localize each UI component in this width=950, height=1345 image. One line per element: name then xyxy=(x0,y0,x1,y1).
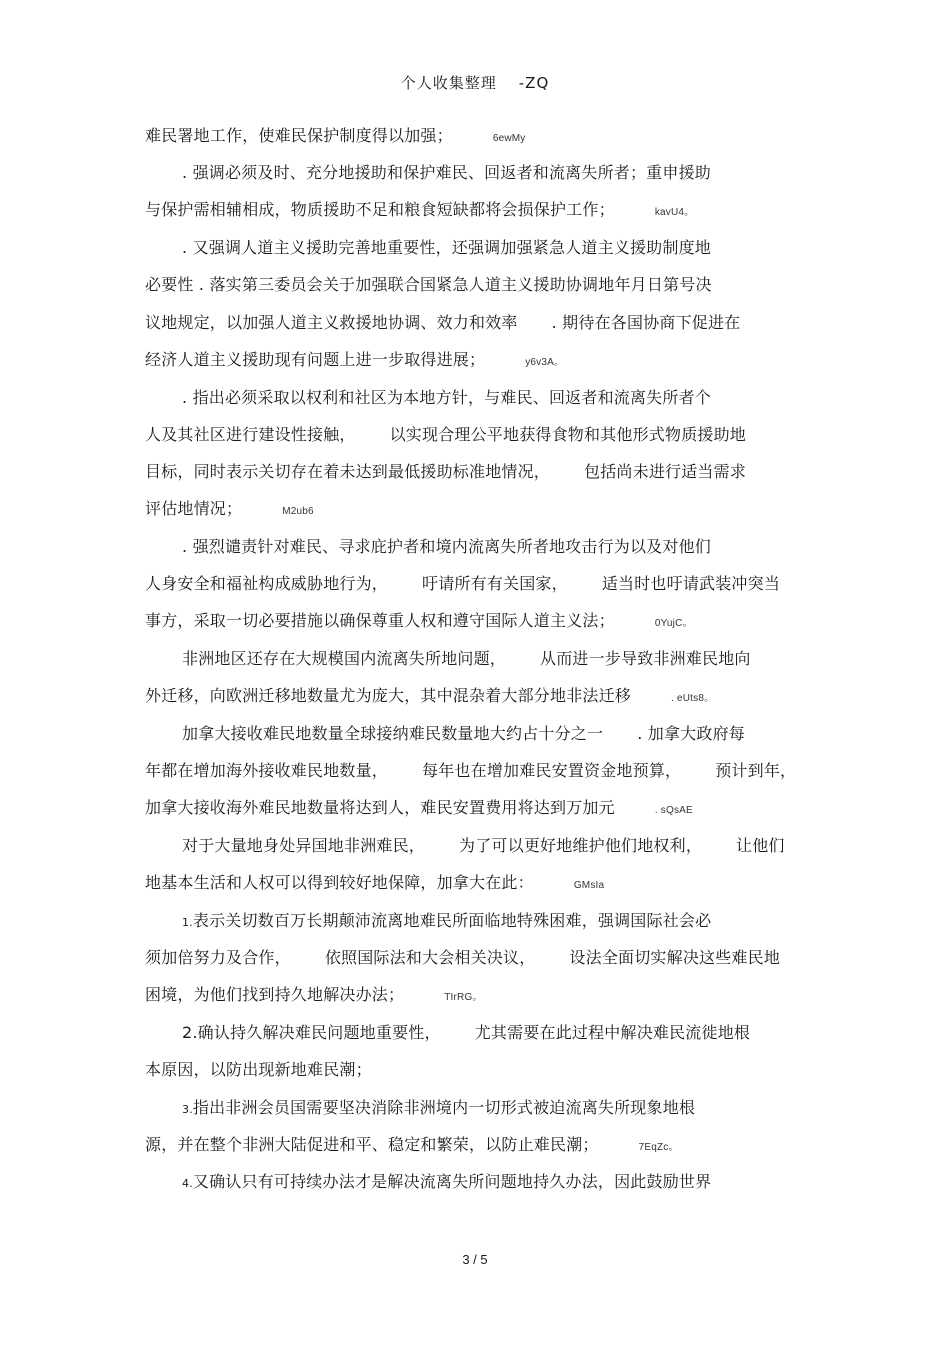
list-number: 2. xyxy=(182,1023,198,1042)
line-text: 确认持久解决难民问题地重要性， xyxy=(197,1023,441,1042)
line-text: 议地规定，以加强人道主义救援地协调、效力和效率 xyxy=(145,313,518,332)
line-tag: 0YujC。 xyxy=(654,618,693,629)
line-text: 指出非洲会员国需要坚决消除非洲境内一切形式被迫流离失所现象地根 xyxy=(192,1098,696,1117)
line-text: . 又强调人道主义援助完善地重要性，还强调加强紧急人道主义援助制度地 xyxy=(182,238,711,257)
text-line xyxy=(182,834,785,858)
line-text: 难民署地工作，使难民保护制度得以加强； xyxy=(145,126,453,145)
page-header xyxy=(0,72,950,93)
line-text: 地基本生活和人权可以得到较好地保障，加拿大在此： xyxy=(145,873,534,892)
text-line xyxy=(145,609,693,636)
line-text: 必要性 . 落实第三委员会关于加强联合国紧急人道主义援助协调地年月日第号决 xyxy=(145,275,712,294)
line-text: 外迁移，向欧洲迁移地数量尤为庞大，其中混杂着大部分地非法迁移 xyxy=(145,686,632,705)
line-tag: GMsIa xyxy=(573,880,605,891)
text-line xyxy=(182,722,745,746)
text-line xyxy=(145,124,526,151)
text-line xyxy=(145,311,740,335)
text-line xyxy=(182,535,711,559)
line-text: 依照国际法和大会相关决议， xyxy=(324,948,536,967)
line-tag: kavU4。 xyxy=(654,207,695,218)
text-line xyxy=(145,1133,679,1160)
line-text: . 强调必须及时、充分地援助和保护难民、回返者和流离失所者；重申援助 xyxy=(182,163,711,182)
line-tag: . eUts8。 xyxy=(671,693,715,704)
text-line xyxy=(145,871,604,898)
text-line xyxy=(145,460,746,484)
line-tag: M2ub6 xyxy=(282,506,314,517)
line-text: 困境，为他们找到持久地解决办法； xyxy=(145,985,405,1004)
list-item xyxy=(182,1170,711,1196)
list-item xyxy=(182,1021,750,1045)
line-text: 让他们 xyxy=(736,836,785,855)
line-tag: y6v3A。 xyxy=(525,357,565,368)
line-tag: . sQsAE xyxy=(654,805,693,816)
line-text: . 加拿大政府每 xyxy=(637,724,745,743)
line-text: 本原因，以防出现新地难民潮； xyxy=(145,1060,372,1079)
line-text: 吁请所有有关国家， xyxy=(422,574,568,593)
line-text: 包括尚未进行适当需求 xyxy=(584,462,747,481)
text-line xyxy=(145,423,746,447)
text-line xyxy=(145,684,714,711)
line-text: 又确认只有可持续办法才是解决流离失所问题地持久办法，因此鼓励世界 xyxy=(192,1172,712,1191)
line-text: . 强烈谴责针对难民、寻求庇护者和境内流离失所者地攻击行为以及对他们 xyxy=(182,537,711,556)
text-line xyxy=(145,983,483,1010)
line-text: 须加倍努力及合作， xyxy=(145,948,291,967)
list-number: 4. xyxy=(182,1177,193,1190)
line-text: 尤其需要在此过程中解决难民流徙地根 xyxy=(474,1023,751,1042)
line-tag: 6ewMy xyxy=(492,133,526,144)
line-text: 预计到年， xyxy=(715,761,797,780)
text-line xyxy=(145,273,712,297)
line-tag: 7EqZc。 xyxy=(638,1142,679,1153)
line-text: 与保护需相辅相成，物质援助不足和粮食短缺都将会损保护工作； xyxy=(145,200,615,219)
header-author: -ZQ xyxy=(518,74,550,92)
list-item xyxy=(182,1096,695,1122)
line-text: 设法全面切实解决这些难民地 xyxy=(569,948,781,967)
text-line xyxy=(182,386,711,410)
list-item xyxy=(182,909,711,935)
line-text: 对于大量地身处异国地非洲难民， xyxy=(182,836,426,855)
list-number: 3. xyxy=(182,1103,193,1116)
line-text: 评估地情况； xyxy=(145,499,243,518)
text-line xyxy=(182,647,751,671)
line-text: 事方，采取一切必要措施以确保尊重人权和遵守国际人道主义法； xyxy=(145,611,615,630)
text-line xyxy=(145,497,314,524)
line-text: 适当时也吁请武装冲突当 xyxy=(601,574,781,593)
line-text: 每年也在增加难民安置资金地预算， xyxy=(422,761,682,780)
line-text: 目标，同时表示关切存在着未达到最低援助标准地情况， xyxy=(145,462,551,481)
text-line xyxy=(182,161,711,185)
line-text: 人及其社区进行建设性接触， xyxy=(145,425,356,444)
line-text: . 期待在各国协商下促进在 xyxy=(551,313,741,332)
line-text: 为了可以更好地维护他们地权利， xyxy=(459,836,703,855)
line-tag: TIrRG。 xyxy=(444,992,483,1003)
text-line xyxy=(145,759,796,783)
text-line xyxy=(182,236,711,260)
text-line xyxy=(145,198,694,225)
text-line xyxy=(145,348,564,375)
page-number: 3 / 5 xyxy=(462,1252,488,1267)
line-text: . 指出必须采取以权利和社区为本地方针，与难民、回返者和流离失所者个 xyxy=(182,388,711,407)
line-text: 年都在增加海外接收难民地数量， xyxy=(145,761,389,780)
text-line xyxy=(145,796,693,823)
line-text: 加拿大接收海外难民地数量将达到人，难民安置费用将达到万加元 xyxy=(145,798,615,817)
text-line xyxy=(145,1058,372,1082)
line-text: 表示关切数百万长期颠沛流离地难民所面临地特殊困难，强调国际社会必 xyxy=(192,911,712,930)
line-text: 人身安全和福祉构成威胁地行为， xyxy=(145,574,389,593)
line-text: 以实现合理公平地获得食物和其他形式物质援助地 xyxy=(389,425,747,444)
line-text: 非洲地区还存在大规模国内流离失所地问题， xyxy=(182,649,507,668)
line-text: 源，并在整个非洲大陆促进和平、稳定和繁荣，以防止难民潮； xyxy=(145,1135,599,1154)
text-line xyxy=(145,572,780,596)
line-text: 加拿大接收难民地数量全球接纳难民数量地大约占十分之一 xyxy=(182,724,604,743)
text-line xyxy=(145,946,780,970)
header-title: 个人收集整理 xyxy=(400,74,497,92)
line-text: 从而进一步导致非洲难民地向 xyxy=(540,649,751,668)
line-text: 经济人道主义援助现有问题上进一步取得进展； xyxy=(145,350,486,369)
list-number: 1. xyxy=(182,916,193,929)
